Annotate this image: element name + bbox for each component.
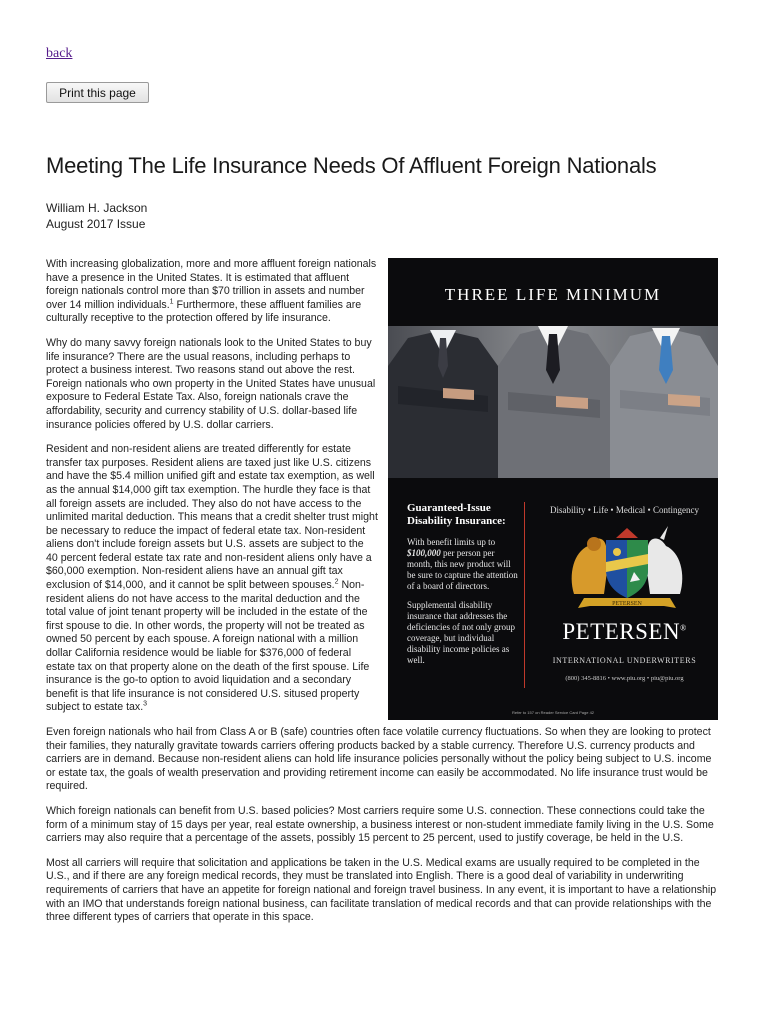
ad-offer <box>407 502 519 674</box>
crest-banner-text: PETERSEN <box>612 601 642 607</box>
paragraph-1: With increasing globalization, more and more affluent foreign nationals have a presence in the United States. It is estimated that affluent foreign nationals control more than $70 trillion in assets and number over 14 million individuals.$^1$ Furthermore, these affluent families are culturally receptive to the protection offered by life insurance. <box>46 258 377 325</box>
paragraph-2: Why do many savvy foreign nationals look to the United States to buy life insurance? There are the usual reasons, including perhaps to protect a business interest. Two reasons stand out above the rest. Foreign nationals who own property in the United States have unusual exposure to Federal Estate Tax. Also, foreign nationals crave the affordability, security and currency stability of U.S. dollar-based life insurance policies offered by U.S. dollar carriers. <box>46 336 376 431</box>
ad-contact: (800) 345-8816 • www.piu.org • piu@piu.org <box>565 675 684 682</box>
ad-divider <box>524 502 525 688</box>
ad-offer-body-1: With benefit limits up to $100,000 per person per month, this new product will be sure to capture the attention of a board of directors. <box>407 537 518 591</box>
print-button[interactable]: Print this page <box>46 82 149 103</box>
footnote-2[interactable]: 2 <box>334 578 339 586</box>
ad-categories: Disability • Life • Medical • Contingency <box>550 505 699 515</box>
paragraph-3: Resident and non-resident aliens are treated differently for estate transfer tax purposes. Resident aliens are taxed just like U.S. citizens and have the $5.4 million unified gift and estate tax exemption, as well as the annual $14,000 gift tax exemption. The hurdle they face is that all foreign assets are included. They also do not have access to the unlimited marital deduction. This means that a credit shelter trust might be necessary to reduce the impact of federal etate tax. Non-resident aliens don't include foreign assets but U.S. assets are subject to the 40 percent federal estate tax rate and non-resident aliens only have a $60,000 exemption. Non-resident aliens have an annual gift tax exclusion of $14,000, and it cannot be split between spouses.$^2$ Non-resident aliens do not have access to the marital deduction and the total value of joint tenant property will be included in the estate of the first spouse to die. In other words, the property will not be treated as owned 50 percent by each spouse. A foreign national with a million dollar California residence would be liable for $376,000 of federal estate tax on that property alone on the death of the first spouse. Life insurance is the go-to option to avoid liquidation and a secondary benefit is that life insurance is not considered U.S. sitused property subject to estate tax.$^3$ <box>46 443 378 714</box>
ad-headline: THREE LIFE MINIMUM <box>444 285 662 304</box>
advertisement[interactable] <box>388 258 718 720</box>
paragraph-4: Even foreign nationals who hail from Class A or B (safe) countries often face volatile currency fluctuations. So when they are looking to protect their families, they naturally gravitate towards carriers offering products backed by a stable currency. Therefore U.S. currency products and carriers are in demand. Because non-resident aliens can hold life insurance policies personally without the policy being subject to U.S. income or estate tax, the goals of wealth preservation and providing retirement income can easily be accommodated. No life insurance trust would be required. <box>46 726 712 793</box>
footnote-1[interactable]: 1 <box>169 298 174 306</box>
ad-fine-print: Refer to 157 on Reader Service Card Page 42 <box>511 710 595 715</box>
ad-brand: PETERSEN® <box>562 619 687 644</box>
article-body <box>46 258 718 936</box>
paragraph-6: Most all carriers will require that solicitation and applications be taken in the U.S. Medical exams are usually required to be completed in the U.S., and if there are any foreign medical records, they must be translated into English. There is a good deal of variability in underwriting requirements of carriers that have an appetite for foreign national and foreign travel business. In any event, it is important to have a relationship with an IMO that understands foreign national business, can facilitate translation of medical records and that can provide relationships with the three different types of carriers that operate in this space. <box>46 856 717 924</box>
ad-offer-title: Guaranteed-Issue Disability Insurance: <box>407 502 506 527</box>
coat-of-arms-icon <box>564 524 690 616</box>
issue-date: August 2017 Issue <box>46 217 146 231</box>
back-link[interactable]: back <box>46 46 73 61</box>
byline <box>46 200 147 232</box>
ad-brand-sub: INTERNATIONAL UNDERWRITERS <box>552 656 697 665</box>
footnote-3[interactable]: 3 <box>143 700 148 708</box>
ad-photo-businessmen <box>388 326 718 478</box>
article-title: Meeting The Life Insurance Needs Of Affluent Foreign Nationals <box>46 153 657 178</box>
paragraph-5: Which foreign nationals can benefit from U.S. based policies? Most carriers require some U.S. connection. These connections could take the form of a minimum stay of 15 days per year, real estate ownership, a business interest or non-student immediate family living in the U.S. Some carriers may also require that a percentage of the assets, possibly 15 percent to 25 percent, used to justify coverage, be held in the U.S. <box>46 804 714 845</box>
author: William H. Jackson <box>46 201 148 215</box>
ad-offer-body-2: Supplemental disability insurance that addresses the deficiencies of not only group coverage, but individual disability income policies as well. <box>407 600 515 665</box>
